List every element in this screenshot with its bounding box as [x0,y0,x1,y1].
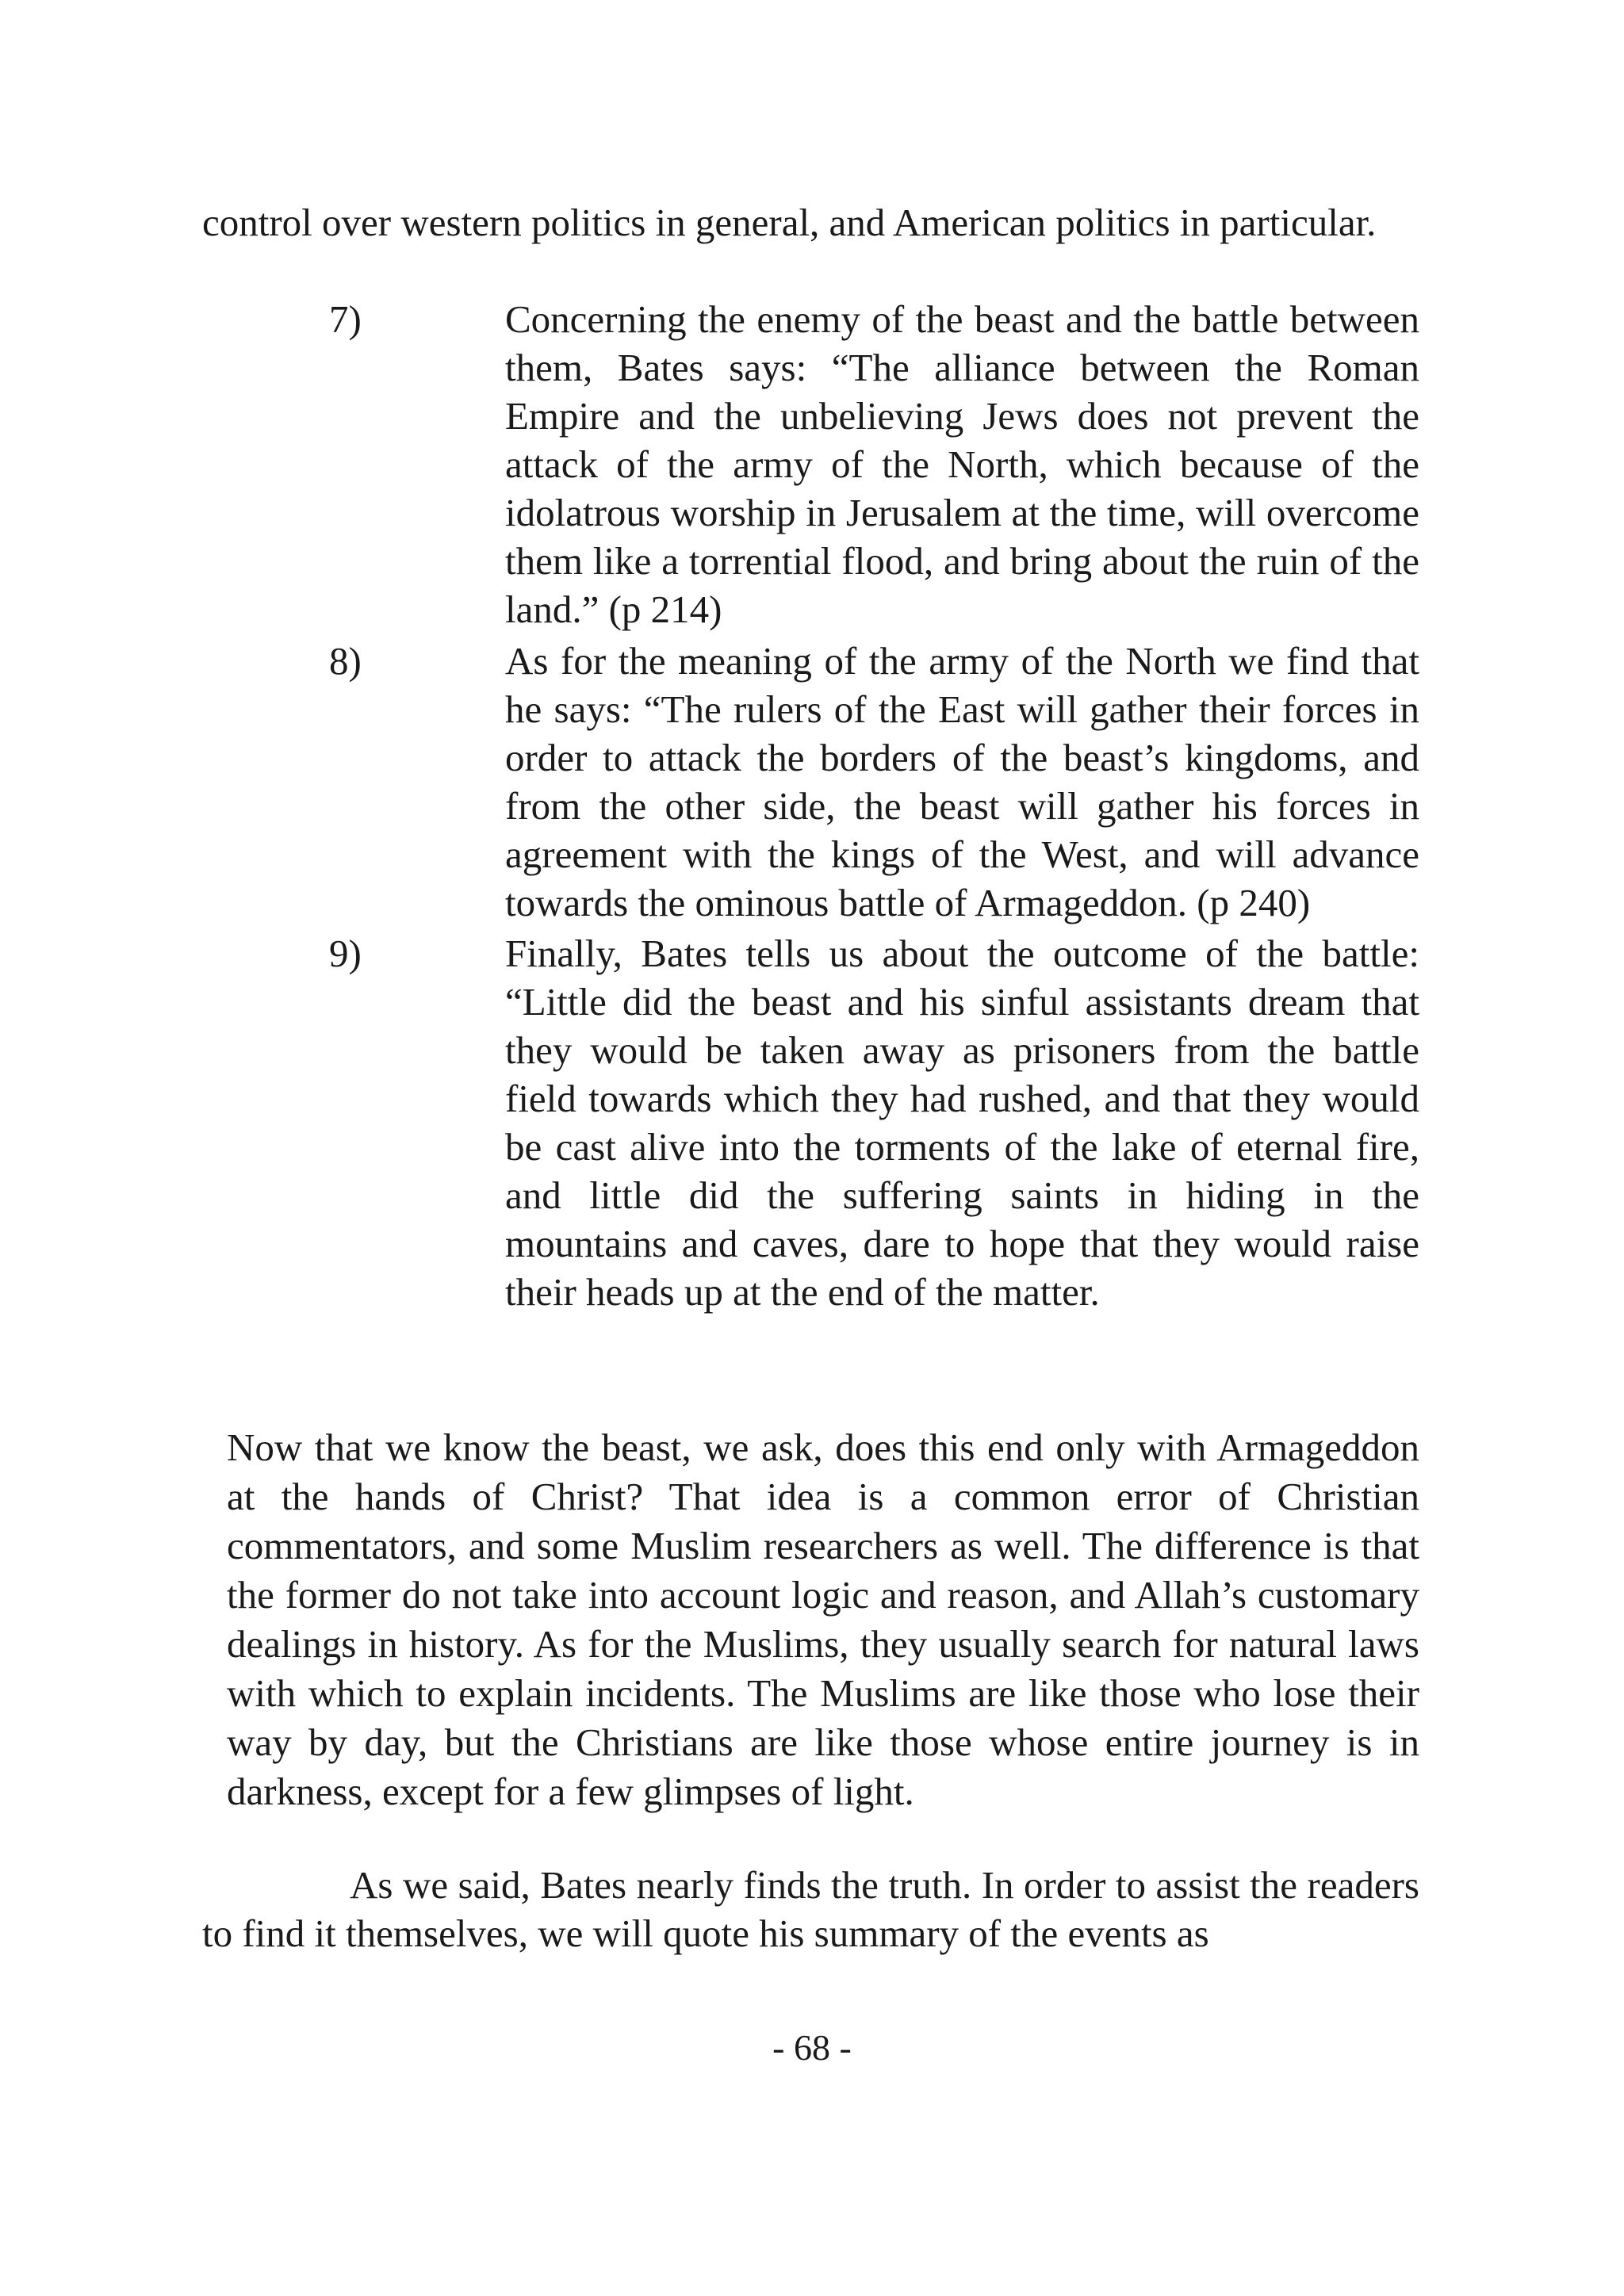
item-number-8: 8) [329,639,362,683]
item-number-9: 9) [329,932,362,975]
middle-paragraph: Now that we know the beast, we ask, does this end only with Armageddon at the hands of Christ? That idea is a common error of Christian commentators, and some Muslim researchers as well. The difference is that the former do not take into account logic and reason, and Allah’s customary dealings in history. As for the Muslims, they usually search for natural laws with which to explain incidents. The Muslims are like those who lose their way by day, but the Christians are like those whose entire journey is in darkness, except for a few glimpses of light. [227,1425,1419,1813]
item-text-9: Finally, Bates tells us about the outcome of the battle: “Little did the beast and his sinful assistants dream that they would be taken away as prisoners from the battle field towards which they had rushed, and that they would be cast alive into the torments of the lake of eternal fire, and little did the suffering saints in hiding in the mountains and caves, dare to hope that they would raise their heads up at the end of the matter. [505,932,1419,1314]
item-text-7: Concerning the enemy of the beast and the battle between them, Bates says: “The alliance between the Roman Empire and the unbelieving Jews does not prevent the attack of the army of the North, which because of the idolatrous worship in Jerusalem at the time, will overcome them like a torrential flood, and bring about the ruin of the land.” (p 214) [505,297,1419,631]
page-number: - 68 - [772,2027,852,2068]
opening-paragraph: control over western politics in general, and American politics in particular. [202,201,1377,244]
closing-paragraph: As we said, Bates nearly finds the truth. In order to assist the readers to find it themselves, we will quote his summary of the events as [202,1863,1419,1955]
item-text-8: As for the meaning of the army of the North we find that he says: “The rulers of the East will gather their forces in order to attack the borders of the beast’s kingdoms, and from the other side, the beast will gather his forces in agreement with the kings of the West, and will advance towards the ominous battle of Armageddon. (p 240) [505,639,1419,924]
item-number-7: 7) [329,297,362,341]
